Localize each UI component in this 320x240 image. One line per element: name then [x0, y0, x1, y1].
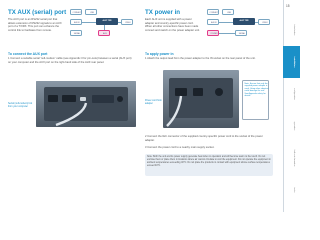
aux-port-intro: The AUX port is an RS232 serial port that allows extension of RS232 signals to an AUX port of a TX/RX. This port can enhance the control link to hardware from remote. [8, 18, 62, 32]
diagram-active-port: POWER [207, 30, 219, 36]
aux-port-photo [36, 81, 136, 127]
tab-installation[interactable]: installation [283, 46, 300, 78]
diagram-unit: ALIF TXR [233, 18, 255, 25]
diagram-port-box: USB [85, 9, 97, 15]
power-apply-step-2: 2 Connect the IEC connector of the supplied country-specific power cord to the socket of the power adapter. [145, 135, 263, 142]
tab-operation[interactable]: operation [293, 121, 295, 131]
power-apply-subtitle: To apply power in [145, 52, 174, 56]
power-photo-caption: Power cord from adapter [145, 100, 162, 105]
power-apply-step-3: 3 Connect the power cord to a nearby main supply socket. [145, 146, 215, 149]
diagram-port-box: CONNECT [70, 9, 82, 15]
aux-photo-caption: Serial (null-modem) link from your computer [8, 103, 33, 108]
side-tabs [283, 0, 300, 212]
aux-port-title: TX AUX (serial) port [8, 9, 67, 16]
diagram-unit: ALIF TXR [96, 18, 118, 25]
power-apply-step-1: 1 Attach the output lead from the power adapter to the IN socket on the rear panel of the unit. [145, 57, 256, 60]
power-in-diagram [205, 8, 271, 38]
diagram-port-box: VIDEO [258, 19, 270, 25]
diagram-active-port: AUX [98, 30, 110, 36]
diagram-port-box: VIDEO [121, 19, 133, 25]
diagram-port-box: AUDIO [70, 19, 82, 25]
aux-connect-subtitle: To connect the AUX port [8, 52, 48, 56]
heat-warning-note: Note: Both the unit and its power supply generate heat when in operation and will become warm to the touch. Do not enclose them or place them in locations where air cannot circulate to cool the equipment. Do not operate the equipment in ambient temperatures exceeding 40°C. Do not place the products in contact with equipment whose surface temperatures exceed 40°C. [145, 154, 273, 176]
diagram-port-box: USB [222, 9, 234, 15]
power-adapter-note: Note: Ensure that only the supplied power adapter is used. Using other adapters could damage the unit. See Appendix safety for details. [242, 80, 269, 120]
diagram-port-box: AUDIO [207, 19, 219, 25]
power-in-photo [163, 70, 239, 128]
diagram-port-box: SERIAL [235, 30, 247, 36]
tab-configuration[interactable]: configuration [293, 88, 295, 100]
power-in-intro: Each ALIF unit is supplied with a power adapter and country-specific power cord. When all other connections have been made connect and switch on the power adapter unit. [145, 18, 200, 32]
aux-port-diagram [68, 8, 134, 38]
aux-connect-step-1: 1 Connect a suitable serial 'null-modem' cable (see Appendix 3 for pin-outs) between a serial (AUX port) on your computer and the AUX port on the right-hand side of the ALIF rear panel. [8, 57, 132, 64]
diagram-port-box: SERIAL [70, 30, 82, 36]
tab-introduction[interactable]: introduction [293, 24, 295, 36]
diagram-port-box: CONNECT [207, 9, 219, 15]
tab-further-information[interactable]: further information [293, 149, 295, 167]
tab-index[interactable]: index [293, 187, 295, 193]
page-number: 15 [286, 4, 290, 8]
power-in-title: TX power in [145, 9, 181, 16]
